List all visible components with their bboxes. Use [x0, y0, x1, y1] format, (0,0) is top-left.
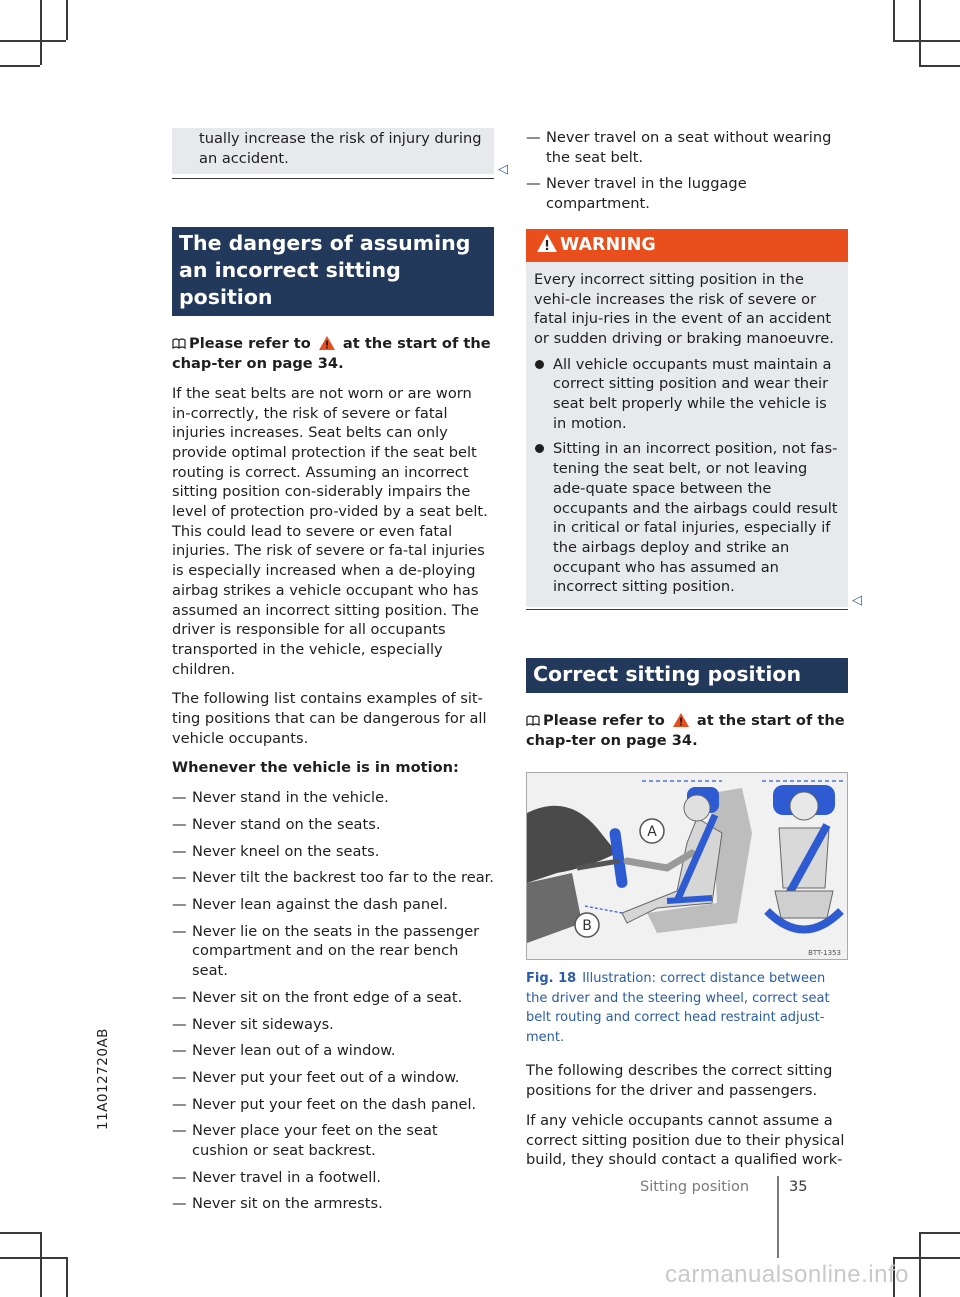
- list-item: — Never lean against the dash panel.: [172, 895, 494, 915]
- dangerous-positions-list: [172, 788, 494, 1214]
- paragraph: The following list contains examples of sit-ting positions that can be dangerous for all vehicle occupants.: [172, 690, 487, 747]
- crop-mark: [919, 65, 960, 67]
- warning-triangle-icon: [318, 335, 336, 351]
- warning-bullets: [534, 355, 840, 597]
- paragraph: If any vehicle occupants cannot assume a correct sitting position due to their physical build, they should contact a qualified work-: [526, 1111, 845, 1169]
- document-code: 11A012720AB: [95, 1028, 111, 1130]
- crop-mark: [919, 1232, 960, 1234]
- caption-text: Illustration: correct distance between the driver and the steering wheel, correct seat belt routing and correct head restraint adjust-ment.: [526, 971, 830, 1045]
- warning-triangle-icon: [672, 712, 690, 728]
- paragraph: The following describes the correct sitting positions for the driver and passengers.: [526, 1062, 833, 1100]
- list-item: — Never stand in the vehicle.: [172, 788, 494, 808]
- sitting-position-illustration: [527, 773, 847, 959]
- figure-number: Fig. 18: [526, 971, 577, 987]
- seat-belt-lap: [667, 898, 712, 901]
- warning-intro: Every incorrect sitting position in the vehi-cle increases the risk of severe or fatal inju-ries in the event of an accident or sudden driving or braking manoeuvre.: [534, 270, 834, 347]
- reference-tail: at the start of the chap-ter on page 34.: [526, 712, 845, 749]
- list-item: — Never put your feet on the dash panel.: [172, 1095, 494, 1115]
- crop-mark: [893, 40, 960, 42]
- figure-code: BTT-1353: [808, 949, 841, 958]
- page-number: 35: [789, 1179, 808, 1195]
- book-icon: [526, 715, 540, 726]
- dangerous-positions-list-continued: [526, 128, 848, 214]
- crop-mark: [919, 1232, 921, 1297]
- crop-mark: [0, 65, 40, 67]
- crop-mark: [919, 0, 921, 65]
- warning-block: [526, 229, 862, 610]
- warning-body: [526, 262, 848, 607]
- crop-mark: [40, 1232, 42, 1297]
- warning-header: [526, 229, 848, 262]
- left-column: [172, 128, 508, 1221]
- list-item: — Never travel in a footwell.: [172, 1168, 494, 1188]
- section-heading-dangers: The dangers of assuming an incorrect sitting position: [172, 227, 494, 316]
- reference-text: Please refer to: [189, 335, 311, 353]
- warning-triangle-icon: [536, 233, 558, 253]
- reference-text: Please refer to: [543, 712, 665, 730]
- front-pelvis: [775, 891, 833, 918]
- paragraph: If the seat belts are not worn or are worn in-correctly, the risk of severe or fatal injuries increases. Seat belts can only provide optimal protection if the seat belt routing is correct. Assuming an incorrect sitting position con-siderably impairs the level of protection pro-vided by a seat belt. This could lead to severe or even fatal injuries. The risk of severe or fa-tal injuries is especially increased when a de-ploying airbag strikes a vehicle occupant who has assumed an incorrect sitting position. The driver is responsible for all occupants transported in the vehicle, especially children.: [172, 384, 488, 678]
- list-item: — Never travel on a seat without wearing the seat belt.: [526, 128, 848, 167]
- section-heading-correct: Correct sitting position: [526, 658, 848, 693]
- list-item: — Never stand on the seats.: [172, 815, 494, 835]
- continued-block: [172, 128, 508, 179]
- crop-mark: [66, 1257, 68, 1297]
- label-a: A: [647, 824, 657, 841]
- footer-divider: [777, 1176, 779, 1258]
- continued-text: tually increase the risk of injury during an accident.: [199, 130, 482, 167]
- occupant-head: [684, 795, 710, 821]
- list-item: — Never put your feet out of a window.: [172, 1068, 494, 1088]
- list-item: — Never lie on the seats in the passenger compartment and on the rear bench seat.: [172, 922, 494, 981]
- list-item: — Never sit on the armrests.: [172, 1194, 494, 1214]
- reference-tail: at the start of the chap-ter on page 34.: [172, 335, 491, 373]
- continued-box: [172, 128, 494, 174]
- front-skull: [790, 792, 818, 820]
- figure-caption: [526, 969, 848, 1047]
- warning-title: WARNING: [560, 234, 656, 255]
- footer-section-title: Sitting position: [640, 1179, 750, 1195]
- list-item: — Never sit sideways.: [172, 1015, 494, 1035]
- crop-mark: [893, 0, 895, 40]
- warning-bullet: Sitting in an incorrect position, not fas-tening the seat belt, or not leaving ade-quate space between the occupants and the airbags could result in critical or fatal injuries, especially if the airbags deploy and strike an occupant who has assumed an incorrect sitting position.: [534, 439, 840, 597]
- end-of-section-icon: ◁: [498, 162, 508, 178]
- list-item: — Never kneel on the seats.: [172, 842, 494, 862]
- label-b: B: [582, 918, 592, 935]
- list-item: — Never place your feet on the seat cushion or seat backrest.: [172, 1121, 494, 1160]
- list-heading: Whenever the vehicle is in motion:: [172, 759, 459, 777]
- end-of-section-icon: ◁: [852, 593, 862, 609]
- list-item: — Never travel in the luggage compartment.: [526, 174, 848, 213]
- crop-mark: [0, 40, 66, 42]
- warning-box: [526, 229, 848, 607]
- crop-mark: [0, 1257, 66, 1259]
- chapter-reference: [526, 711, 848, 750]
- crop-mark: [40, 0, 42, 65]
- crop-mark: [0, 1232, 40, 1234]
- book-icon: [172, 338, 186, 349]
- right-column: [526, 128, 862, 1180]
- warning-bullet: All vehicle occupants must maintain a correct sitting position and wear their seat belt properly while the vehicle is in motion.: [534, 355, 840, 434]
- list-item: — Never lean out of a window.: [172, 1041, 494, 1061]
- crop-mark: [66, 0, 68, 40]
- figure-sitting-position: [526, 772, 848, 960]
- list-item: — Never sit on the front edge of a seat.: [172, 988, 494, 1008]
- chapter-reference: [172, 334, 494, 373]
- list-item: — Never tilt the backrest too far to the rear.: [172, 868, 494, 888]
- crop-mark: [893, 1257, 960, 1259]
- watermark: carmanualsonline.info: [665, 1261, 909, 1288]
